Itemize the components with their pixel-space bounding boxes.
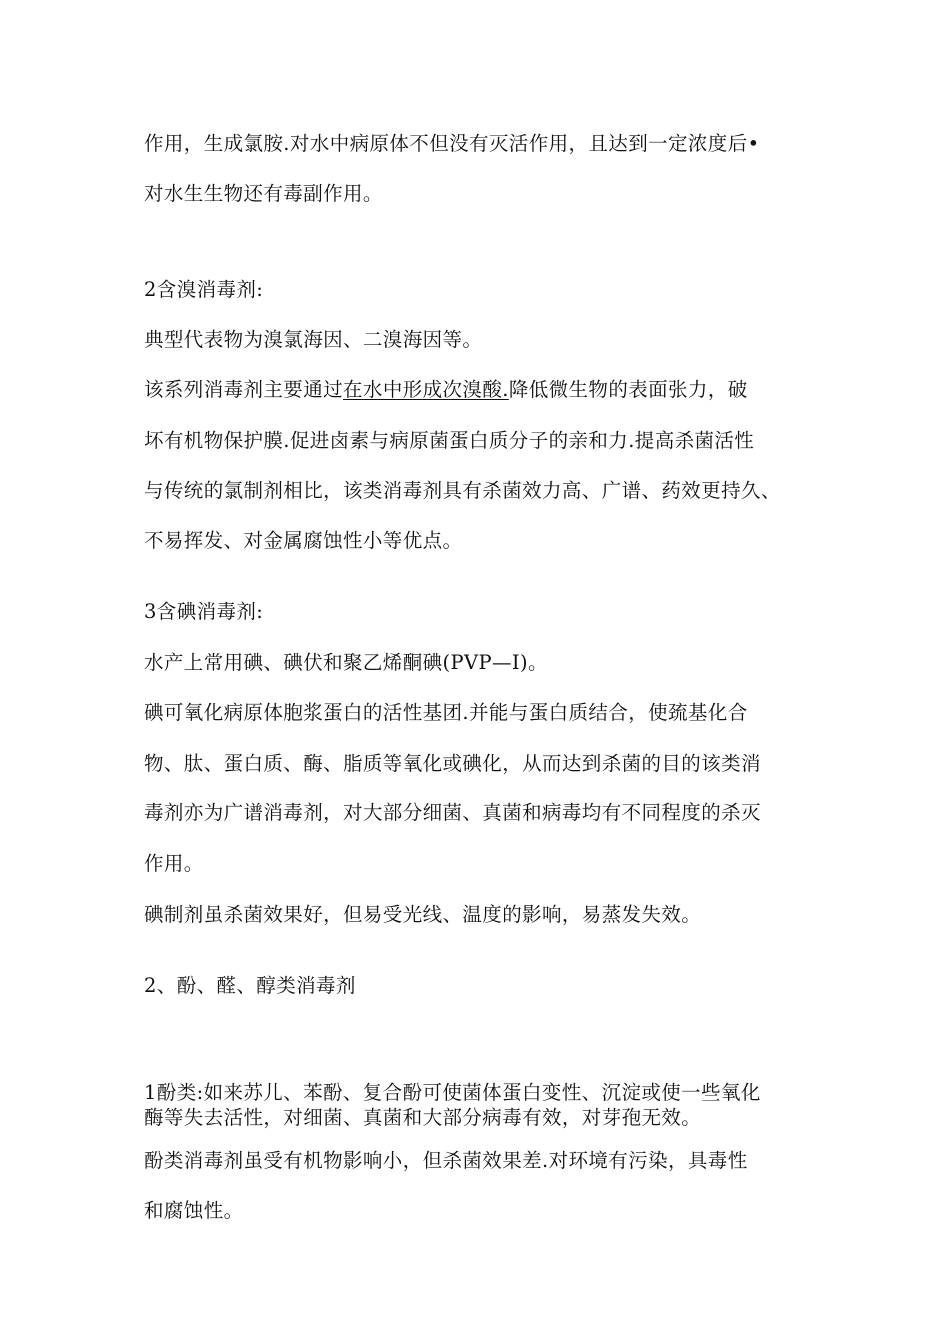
section-heading: 2、酚、醛、醇类消毒剂 <box>144 974 356 997</box>
text-line: 作用。 <box>144 852 204 875</box>
text-line: 酚类消毒剂虽受有机物影响小，但杀菌效果差.对环境有污染，具毒性 <box>144 1149 748 1172</box>
text-line: 对水生生物还有毒副作用。 <box>144 182 383 205</box>
text-line: 典型代表物为溴氯海因、二溴海因等。 <box>144 328 483 351</box>
text-line: 水产上常用碘、碘伏和聚乙烯酮碘(PVP—I)。 <box>144 651 548 674</box>
text-line: 不易挥发、对金属腐蚀性小等优点。 <box>144 529 463 552</box>
text-line: 酶等失去活性，对细菌、真菌和大部分病毒有效，对芽孢无效。 <box>144 1106 702 1129</box>
text-segment: 降低微生物的表面张力，破 <box>508 378 748 401</box>
text-line: 碘制剂虽杀菌效果好，但易受光线、温度的影响，易蒸发失效。 <box>144 903 702 926</box>
text-segment: 该系列消毒剂主要通过 <box>144 378 344 401</box>
text-line: 作用，生成氯胺.对水中病原体不但没有灭活作用，且达到一定浓度后• <box>144 132 760 155</box>
section-heading: 2含溴消毒剂: <box>144 278 264 301</box>
text-line: 1酚类:如来苏儿、苯酚、复合酚可使菌体蛋白变性、沉淀或使一些氧化 <box>144 1081 761 1104</box>
text-line <box>144 377 748 403</box>
text-line: 和腐蚀性。 <box>144 1199 244 1222</box>
text-line: 与传统的氯制剂相比，该类消毒剂具有杀菌效力高、广谱、药效更持久、 <box>144 479 781 502</box>
text-line: 碘可氧化病原体胞浆蛋白的活性基团.并能与蛋白质结合，使巯基化合 <box>144 701 748 724</box>
text-line: 毒剂亦为广谱消毒剂，对大部分细菌、真菌和病毒均有不同程度的杀灭 <box>144 801 761 824</box>
underlined-text: 在水中形成次溴酸. <box>343 378 509 401</box>
section-heading: 3含碘消毒剂: <box>144 600 264 623</box>
text-line: 物、肽、蛋白质、酶、脂质等氧化或碘化，从而达到杀菌的目的该类消 <box>144 752 761 775</box>
text-line: 坏有机物保护膜.促进卤素与病原菌蛋白质分子的亲和力.提高杀菌活性 <box>144 429 755 452</box>
